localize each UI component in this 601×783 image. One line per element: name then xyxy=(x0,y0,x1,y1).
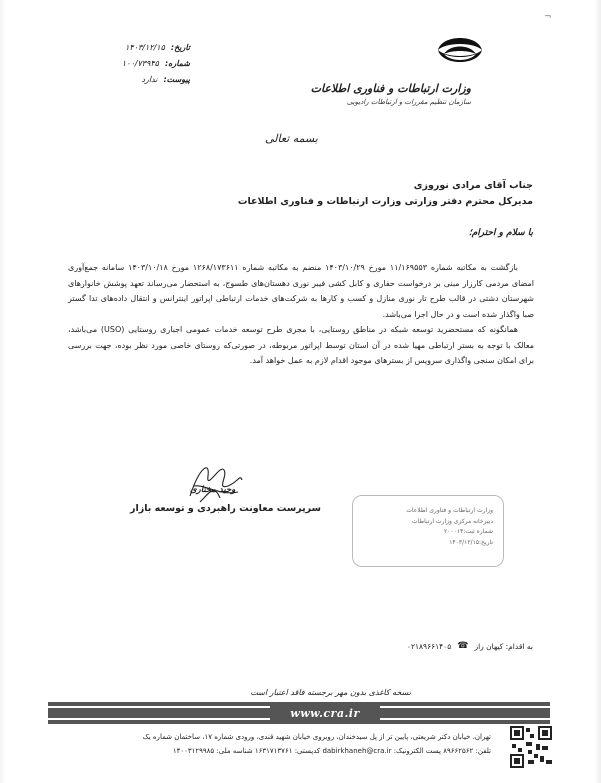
registry-stamp xyxy=(352,495,504,567)
stamp-text xyxy=(363,506,493,548)
cra-logo-icon xyxy=(430,28,490,72)
stamp-line-2: دبیرخانه مرکزی وزارت ارتباطات xyxy=(411,517,493,525)
letter-meta xyxy=(70,40,190,88)
qr-code-icon xyxy=(510,726,552,768)
date-value: ۱۴۰۳/۱۲/۱۵ xyxy=(125,43,165,52)
footer-note: نسخه کاغذی بدون مهر برجسته فاقد اعتبار است xyxy=(250,688,411,697)
address-line-2: تلفن: ۸۹۶۶۲۵۶۲ پست الکترونیک: dabirkhaneh@cra.ir کدپستی: ۱۶۳۱۷۱۳۷۶۱ شناسه ملی: ۱۴۰۰۳۱۲۹۹۸۵ xyxy=(172,747,491,755)
website-url: www.cra.ir xyxy=(290,706,360,720)
corner-mark-icon: ¬ xyxy=(544,12,552,22)
stamp-line-3: شماره ثبت:۲۰۰۰۱۴ xyxy=(443,528,493,535)
footer-address xyxy=(51,730,491,758)
signature-scribble-icon xyxy=(180,456,250,508)
body-paragraph-2: همانگونه که مستحضرید توسعه شبکه در مناطق روستایی، با مجری طرح توسعه خدمات عمومی اجباری روستایی (USO) می‌باشد، معالک با توجه به بستر ارتباطی مهیا شده در آن استان توسط اپراتور مربوطه، در صورتی‌که روستای خاصی مورد نظر بوده، جهت بررسی برای امکان سنجی واگذاری سرویس از بسترهای موجود اقدام لازم به عمل خواهد آمد. xyxy=(68,325,534,365)
address-line-1: تهران، خیابان دکتر شریعتی، پایین تر از پل سیدخندان، روبروی خیابان شهید قندی، ورودی شماره ۱۷، ساختمان شماره یک xyxy=(142,733,491,741)
signatory-title: سرپرست معاونت راهبردی و توسعه بازار xyxy=(130,503,321,514)
action-label: به اقدام: کیهان راز xyxy=(474,641,533,651)
stamp-line-1: وزارت ارتباطات و فناوری اطلاعات xyxy=(406,507,493,514)
letter-body xyxy=(68,260,534,369)
meta-number xyxy=(70,56,190,72)
stamp-line-4: تاریخ:۱۴۰۳/۱۲/۱۵ xyxy=(449,538,493,546)
recipient xyxy=(238,178,533,210)
meta-date xyxy=(70,40,190,56)
phone-icon: ☎ xyxy=(457,641,469,651)
attachment-label: پیوست: xyxy=(163,75,190,84)
salutation: با سلام و احترام؛ xyxy=(468,228,533,238)
ministry-name: وزارت ارتباطات و فناوری اطلاعات xyxy=(310,82,471,95)
meta-attachment xyxy=(70,72,190,88)
phone-number: ۰۲۱۸۹۶۶۱۴۰۵ xyxy=(406,641,452,651)
attachment-value: ندارد xyxy=(141,75,158,84)
url-box xyxy=(270,702,380,724)
organization-name: سازمان تنظیم مقررات و ارتباطات رادیویی xyxy=(346,98,471,106)
recipient-name: جناب آقای مرادی نوروزی xyxy=(413,180,533,191)
body-paragraph-1: بازگشت به مکاتبه شماره ۱۱/۱۶۹۵۵۳ مورخ ۱۴۰۳/۱۰/۲۹ منضم به مکاتبه شماره ۱۲۶۸/۱۷۳۶۱۱ مورخ ۱۴۰۳/۱۰/۱۸ سامانه جمع‌آوری امضای مردمی کارزار مبنی بر درخواست حفاری و کابل کشی فیبر نوری دهستان‌های طسوج، به استحضار می‌رساند تعهد پوشش خانوارهای شهرستان دشتی در قالب طرح تار نوری منازل و کسب و کارها به شرکت‌های خدمات ارتباطی اپراتور اینترانس و انتقال داده‌های تدا گستر صبا واگذار شده است و در حال اجرا می‌باشد. xyxy=(68,263,534,319)
basmala: بسمه تعالی xyxy=(265,132,318,145)
number-label: شماره: xyxy=(164,59,190,68)
contact-line xyxy=(407,641,533,651)
date-label: تاریخ: xyxy=(170,43,190,52)
signatory-name: وحید مختاری xyxy=(190,485,236,495)
number-value: ۱۰۰/۷۳۹۴۵ xyxy=(121,59,159,68)
recipient-title: مدیرکل محترم دفتر وزارتی وزارت ارتباطات و فناوری اطلاعات xyxy=(237,196,533,207)
